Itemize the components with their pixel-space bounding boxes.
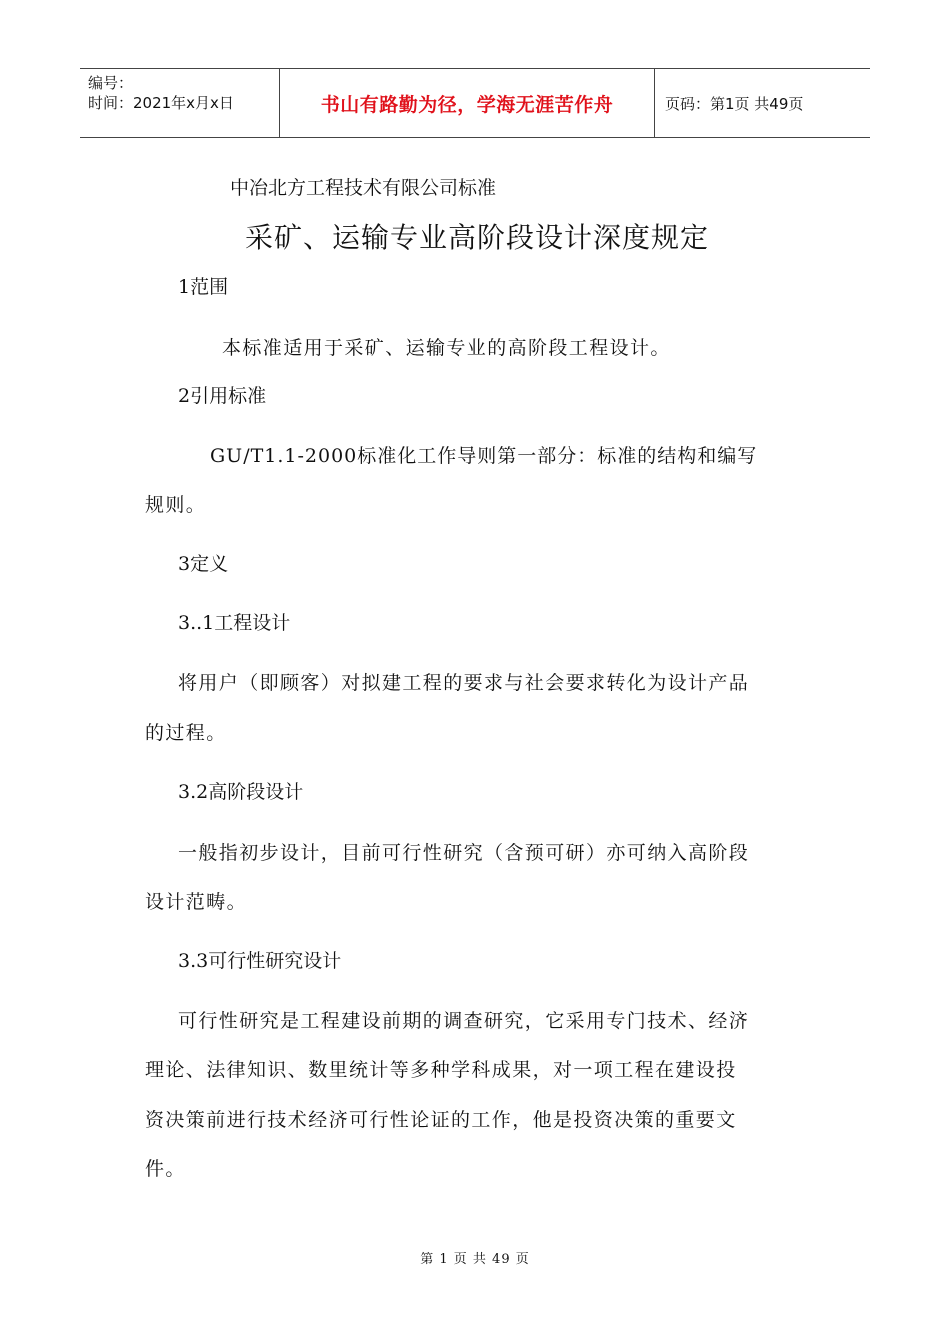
section-3-heading: 3定义 bbox=[178, 553, 229, 575]
document-title: 采矿、运输专业高阶段设计深度规定 bbox=[245, 221, 710, 254]
section-3-1-text-line-2: 的过程。 bbox=[145, 722, 227, 744]
header-page-info: 页码：第1页 共49页 bbox=[665, 94, 804, 113]
section-3-2-text-line-2: 设计范畴。 bbox=[145, 891, 248, 913]
section-3-3-text-line-4: 件。 bbox=[145, 1158, 186, 1180]
page-header bbox=[80, 68, 870, 138]
section-3-2-text-line-1: 一般指初步设计，目前可行性研究（含预可研）亦可纳入高阶段 bbox=[178, 842, 750, 864]
organization-standard: 中冶北方工程技术有限公司标准 bbox=[230, 177, 497, 199]
section-2-text-line-1: GU/T1.1-2000标准化工作导则第一部分：标准的结构和编写 bbox=[210, 445, 758, 467]
section-3-1-text-line-1: 将用户（即顾客）对拟建工程的要求与社会要求转化为设计产品 bbox=[178, 672, 750, 694]
section-1-text: 本标准适用于采矿、运输专业的高阶段工程设计。 bbox=[222, 337, 671, 359]
header-meta-cell bbox=[80, 69, 280, 137]
section-3-1-heading: 3..1工程设计 bbox=[178, 612, 291, 634]
document-time-label: 时间：2021年x月x日 bbox=[88, 94, 234, 112]
section-1-heading: 1范围 bbox=[178, 276, 229, 298]
section-2-heading: 2引用标准 bbox=[178, 385, 267, 407]
section-3-3-text-line-2: 理论、法律知识、数里统计等多种学科成果，对一项工程在建设投 bbox=[145, 1059, 737, 1081]
section-3-2-heading: 3.2高阶段设计 bbox=[178, 781, 304, 803]
section-3-3-heading: 3.3可行性研究设计 bbox=[178, 950, 342, 972]
section-3-3-text-line-1: 可行性研究是工程建设前期的调查研究，它采用专门技术、经济 bbox=[178, 1010, 750, 1032]
page-footer-number: 第 1 页 共 49 页 bbox=[420, 1252, 530, 1267]
document-number-label: 编号： bbox=[88, 74, 134, 92]
section-3-3-text-line-3: 资决策前进行技术经济可行性论证的工作，他是投资决策的重要文 bbox=[145, 1109, 737, 1131]
header-motto: 书山有路勤为径，学海无涯苦作舟 bbox=[280, 69, 655, 137]
section-2-text-line-2: 规则。 bbox=[145, 494, 207, 516]
